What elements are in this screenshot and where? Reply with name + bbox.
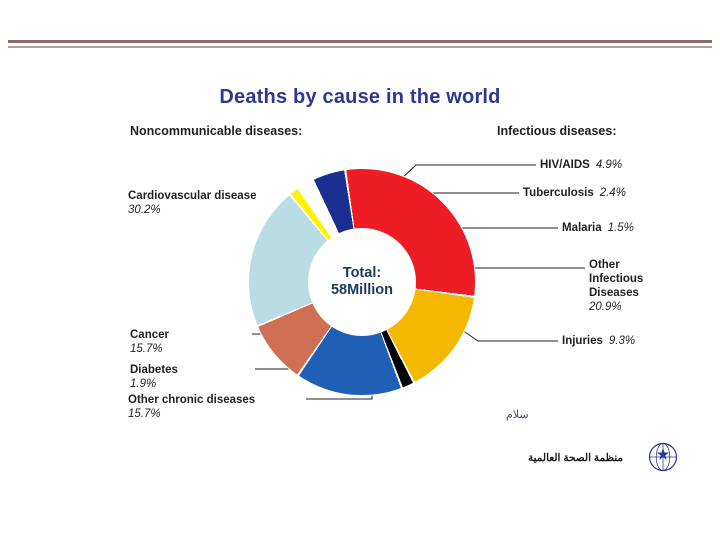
label-injuries-pct: 9.3% bbox=[608, 335, 636, 347]
label-cancer bbox=[130, 328, 250, 356]
label-cardiovascular-name: Cardiovascular disease bbox=[128, 190, 257, 202]
label-cardiovascular-pct: 30.2% bbox=[128, 204, 161, 217]
top-rule-inner bbox=[8, 46, 712, 48]
label-cardiovascular bbox=[128, 189, 298, 217]
label-cancer-pct: 15.7% bbox=[130, 343, 163, 356]
group-label-noncommunicable: Noncommunicable diseases: bbox=[130, 124, 303, 138]
label-tuberculosis bbox=[523, 186, 703, 200]
top-rule-outer bbox=[8, 40, 712, 43]
total-value: 58Million bbox=[330, 282, 394, 298]
who-logo-icon bbox=[648, 442, 678, 472]
label-other-infectious-line2: Infectious bbox=[589, 273, 644, 286]
label-injuries-name: Injuries bbox=[562, 335, 603, 347]
label-cancer-name: Cancer bbox=[130, 329, 169, 341]
label-other-chronic-pct: 15.7% bbox=[128, 408, 161, 421]
label-diabetes-name: Diabetes bbox=[130, 364, 178, 376]
label-malaria-name: Malaria bbox=[562, 222, 602, 234]
label-diabetes-pct: 1.9% bbox=[130, 378, 157, 391]
label-hiv-aids-name: HIV/AIDS bbox=[540, 159, 590, 171]
label-tuberculosis-name: Tuberculosis bbox=[523, 187, 594, 199]
label-other-infectious-line1: Other bbox=[589, 259, 620, 271]
group-label-infectious: Infectious diseases: bbox=[497, 124, 617, 138]
label-injuries bbox=[562, 334, 720, 348]
pie-center-label bbox=[310, 230, 414, 334]
label-diabetes bbox=[130, 363, 260, 391]
page-title: Deaths by cause in the world bbox=[219, 86, 501, 108]
total-label: Total: bbox=[342, 265, 382, 282]
who-scribble-mark: سلام bbox=[506, 409, 529, 421]
label-malaria bbox=[562, 221, 720, 235]
label-tuberculosis-pct: 2.4% bbox=[599, 187, 626, 199]
label-other-chronic bbox=[128, 393, 308, 421]
label-other-infectious-pct: 20.9% bbox=[589, 301, 622, 314]
label-other-chronic-name: Other chronic diseases bbox=[128, 394, 256, 406]
label-hiv-aids bbox=[540, 158, 710, 172]
label-malaria-pct: 1.5% bbox=[607, 222, 634, 234]
label-other-infectious bbox=[589, 258, 709, 314]
label-hiv-aids-pct: 4.9% bbox=[595, 159, 623, 171]
label-other-infectious-line3: Diseases bbox=[589, 287, 639, 300]
who-credit-arabic: منظمة الصحة العالمية bbox=[528, 452, 624, 464]
